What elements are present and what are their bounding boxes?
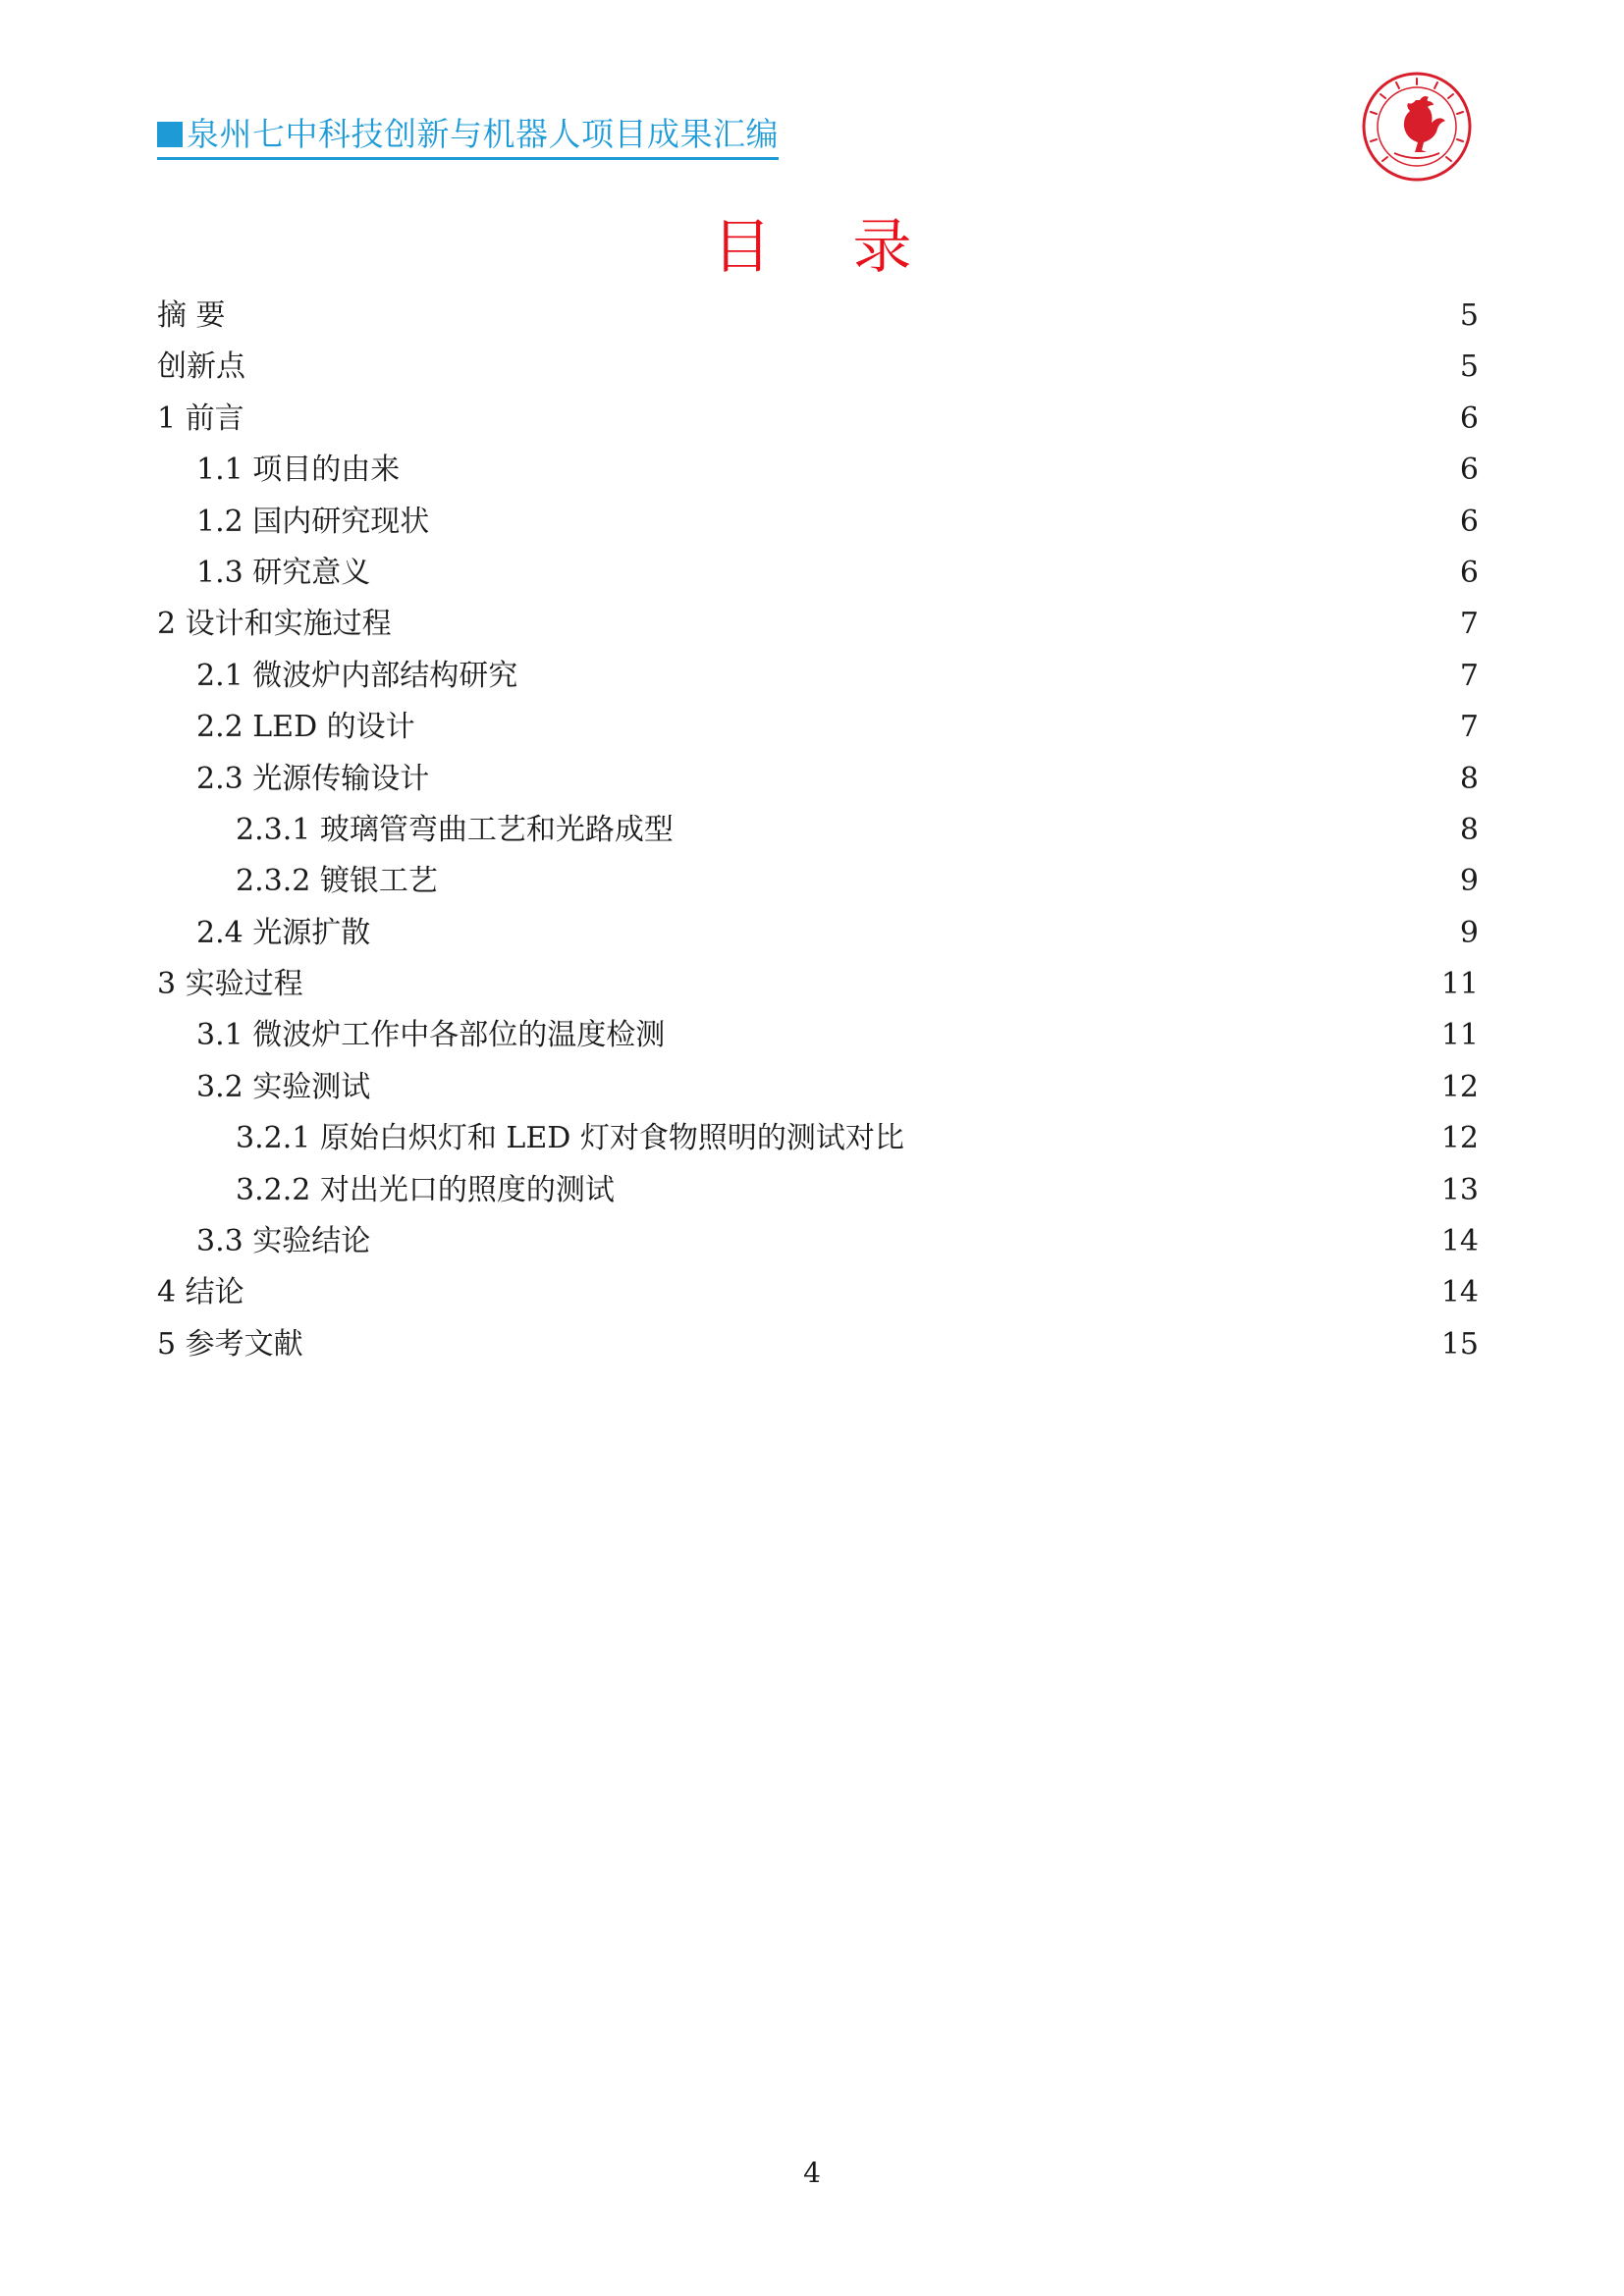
toc-entry[interactable] bbox=[157, 702, 1479, 753]
toc-entry-label: 1 前言 bbox=[157, 400, 244, 436]
toc-dot-leader bbox=[417, 709, 1458, 738]
toc-dot-leader bbox=[305, 1326, 1439, 1356]
toc-dot-leader bbox=[246, 400, 1458, 430]
toc-dot-leader bbox=[372, 915, 1458, 944]
toc-entry[interactable] bbox=[157, 959, 1479, 1010]
toc-entry-label: 摘 要 bbox=[157, 298, 226, 333]
toc-dot-leader bbox=[372, 1069, 1439, 1098]
toc-dot-leader bbox=[617, 1172, 1439, 1201]
running-header bbox=[157, 116, 779, 160]
toc-dot-leader bbox=[906, 1120, 1439, 1149]
toc-dot-leader bbox=[372, 555, 1458, 584]
toc-entry[interactable] bbox=[157, 1010, 1479, 1061]
toc-entry-page: 14 bbox=[1440, 1275, 1479, 1310]
header-title: 泉州七中科技创新与机器人项目成果汇编 bbox=[187, 115, 779, 153]
toc-entry[interactable] bbox=[157, 1319, 1479, 1370]
toc-entry-label: 2.4 光源扩散 bbox=[196, 915, 371, 950]
toc-entry[interactable] bbox=[157, 1267, 1479, 1318]
toc-entry-label: 2.2 LED 的设计 bbox=[196, 710, 415, 745]
toc-entry[interactable] bbox=[157, 1062, 1479, 1113]
toc-entry-page: 6 bbox=[1459, 504, 1479, 539]
toc-entry-label: 3.2.1 原始白炽灯和 LED 灯对食物照明的测试对比 bbox=[236, 1121, 904, 1156]
toc-entry-page: 6 bbox=[1459, 555, 1479, 590]
toc-dot-leader bbox=[440, 863, 1458, 892]
toc-entry[interactable] bbox=[157, 1216, 1479, 1267]
toc-entry-page: 7 bbox=[1459, 658, 1479, 693]
toc-entry[interactable] bbox=[157, 1113, 1479, 1164]
toc-dot-leader bbox=[667, 1017, 1439, 1046]
toc-dot-leader bbox=[394, 606, 1458, 635]
toc-entry-page: 13 bbox=[1440, 1172, 1479, 1207]
toc-entry-label: 1.3 研究意义 bbox=[196, 555, 371, 590]
toc-entry-label: 2 设计和实施过程 bbox=[157, 607, 392, 642]
toc-entry[interactable] bbox=[157, 445, 1479, 496]
toc-entry-page: 11 bbox=[1440, 1018, 1479, 1053]
header-square-icon bbox=[157, 122, 183, 147]
toc-entry-page: 12 bbox=[1440, 1069, 1479, 1104]
toc-entry-label: 3.2 实验测试 bbox=[196, 1069, 371, 1104]
toc-dot-leader bbox=[228, 297, 1458, 327]
toc-dot-leader bbox=[247, 348, 1458, 378]
toc-dot-leader bbox=[676, 812, 1458, 841]
toc-dot-leader bbox=[431, 761, 1458, 790]
toc-entry[interactable] bbox=[157, 754, 1479, 805]
toc-dot-leader bbox=[402, 452, 1458, 481]
toc-entry-page: 15 bbox=[1440, 1326, 1479, 1362]
toc-entry[interactable] bbox=[157, 908, 1479, 959]
toc-entry-label: 3.2.2 对出光口的照度的测试 bbox=[236, 1172, 615, 1207]
toc-entry-label: 1.2 国内研究现状 bbox=[196, 504, 430, 539]
toc-entry-label: 3 实验过程 bbox=[157, 967, 303, 1002]
toc-entry-page: 8 bbox=[1459, 812, 1479, 847]
toc-entry-page: 7 bbox=[1459, 710, 1479, 745]
toc-entry[interactable] bbox=[157, 805, 1479, 856]
toc-entry[interactable] bbox=[157, 651, 1479, 702]
toc-entry-page: 5 bbox=[1459, 349, 1479, 385]
toc-entry-page: 12 bbox=[1440, 1121, 1479, 1156]
toc-entry-page: 9 bbox=[1459, 864, 1479, 899]
toc-entry[interactable] bbox=[157, 856, 1479, 907]
toc-entry-page: 6 bbox=[1459, 453, 1479, 488]
toc-dot-leader bbox=[305, 966, 1439, 995]
toc-entry[interactable] bbox=[157, 342, 1479, 393]
toc-entry[interactable] bbox=[157, 548, 1479, 599]
toc-entry-label: 2.3 光源传输设计 bbox=[196, 761, 430, 796]
toc-title: 目 录 bbox=[712, 213, 944, 282]
toc-entry-label: 2.1 微波炉内部结构研究 bbox=[196, 658, 518, 693]
toc-entry-page: 7 bbox=[1459, 607, 1479, 642]
toc-entry-page: 5 bbox=[1459, 298, 1479, 333]
rooster-school-seal-icon bbox=[1361, 71, 1473, 183]
toc-entry-page: 8 bbox=[1459, 761, 1479, 796]
toc-entry[interactable] bbox=[157, 497, 1479, 548]
toc-dot-leader bbox=[431, 504, 1458, 533]
toc-entry-label: 1.1 项目的由来 bbox=[196, 453, 401, 488]
table-of-contents bbox=[157, 291, 1479, 1370]
toc-entry-label: 3.1 微波炉工作中各部位的温度检测 bbox=[196, 1018, 666, 1053]
page-number: 4 bbox=[803, 2157, 821, 2189]
toc-entry-label: 5 参考文献 bbox=[157, 1326, 303, 1362]
toc-entry-label: 3.3 实验结论 bbox=[196, 1224, 371, 1259]
toc-entry-label: 2.3.2 镀银工艺 bbox=[236, 864, 438, 899]
toc-entry-label: 创新点 bbox=[157, 349, 245, 385]
toc-entry[interactable] bbox=[157, 599, 1479, 650]
toc-entry-label: 2.3.1 玻璃管弯曲工艺和光路成型 bbox=[236, 812, 674, 847]
toc-entry-page: 6 bbox=[1459, 400, 1479, 436]
toc-dot-leader bbox=[519, 658, 1458, 687]
toc-entry-label: 4 结论 bbox=[157, 1275, 244, 1310]
toc-entry[interactable] bbox=[157, 291, 1479, 342]
toc-entry[interactable] bbox=[157, 1165, 1479, 1216]
toc-dot-leader bbox=[246, 1274, 1439, 1304]
toc-entry[interactable] bbox=[157, 394, 1479, 445]
toc-dot-leader bbox=[372, 1223, 1439, 1253]
toc-entry-page: 14 bbox=[1440, 1224, 1479, 1259]
toc-entry-page: 11 bbox=[1440, 967, 1479, 1002]
toc-entry-page: 9 bbox=[1459, 915, 1479, 950]
